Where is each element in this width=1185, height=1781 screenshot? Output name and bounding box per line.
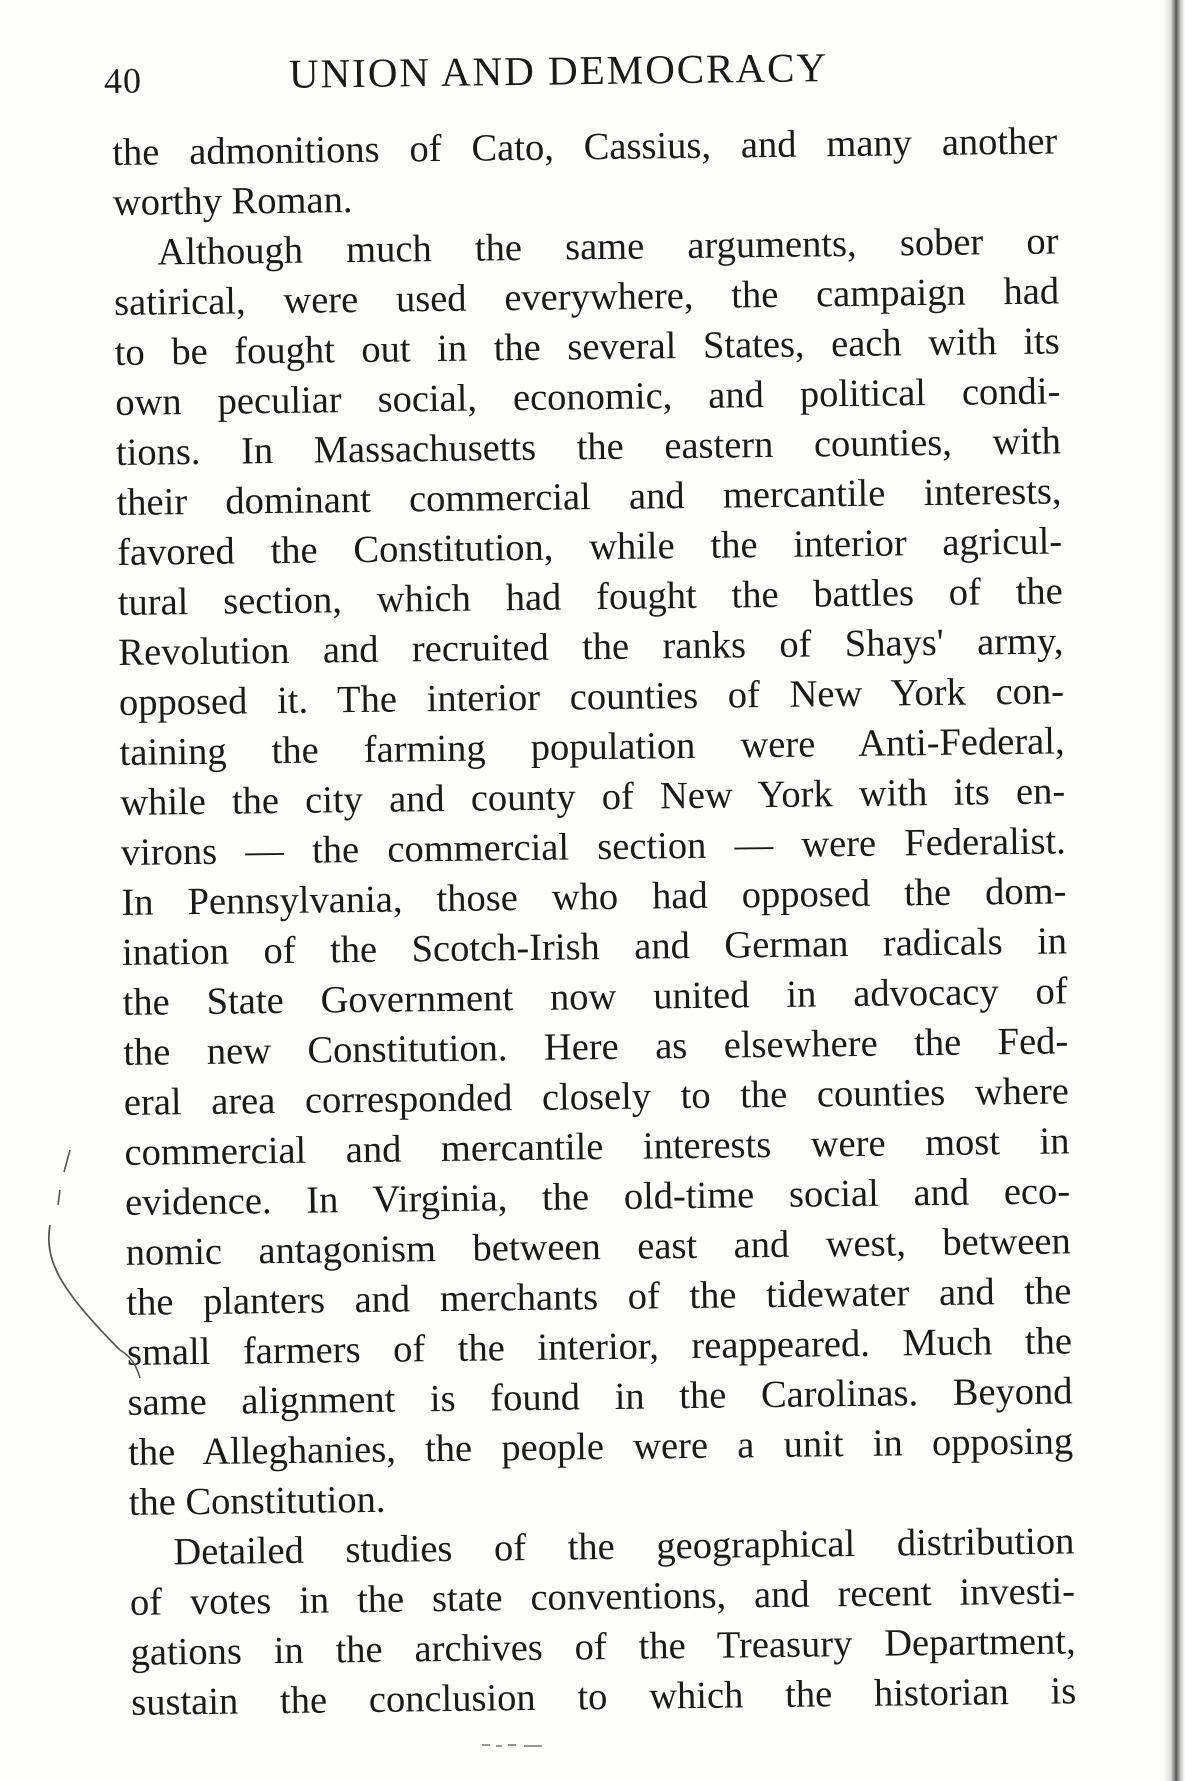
text-line: the admonitions of Cato, Cassius, and many another bbox=[112, 120, 1058, 174]
text-line: of votes in the state conventions, and recent investi- bbox=[129, 1570, 1076, 1624]
page-number: 40 bbox=[103, 60, 143, 101]
text-line: the planters and merchants of the tidewater and the bbox=[126, 1270, 1072, 1324]
page-smudge bbox=[480, 1740, 550, 1750]
text-line: evidence. In Virginia, the old-time social and eco- bbox=[124, 1170, 1071, 1224]
text-line: commercial and mercantile interests were most in bbox=[124, 1120, 1070, 1174]
text-line: taining the farming population were Anti-Federal, bbox=[119, 720, 1065, 774]
pencil-margin-mark bbox=[40, 1150, 150, 1400]
text-line: while the city and county of New York with its en- bbox=[119, 770, 1066, 824]
text-line: the State Government now united in advocacy of bbox=[122, 970, 1068, 1024]
text-line: satirical, were used everywhere, the campaign had bbox=[113, 270, 1060, 324]
text-line: Revolution and recruited the ranks of Shays' army, bbox=[118, 620, 1064, 674]
running-head-title: UNION AND DEMOCRACY bbox=[288, 44, 829, 97]
text-line: the Alleghanies, the people were a unit in opposing bbox=[127, 1420, 1074, 1474]
text-line: nomic antagonism between east and west, between bbox=[125, 1220, 1071, 1274]
page-binding-edge bbox=[1163, 0, 1185, 1781]
text-line: tions. In Massachusetts the eastern counties, with bbox=[115, 420, 1062, 474]
text-line: their dominant commercial and mercantile interests, bbox=[116, 470, 1062, 524]
text-line: worthy Roman. bbox=[112, 179, 353, 224]
paragraph-start-line: Detailed studies of the geographical distribution bbox=[173, 1520, 1075, 1574]
text-line: In Pennsylvania, those who had opposed the dom- bbox=[121, 870, 1067, 924]
running-head bbox=[104, 40, 1055, 112]
body-text bbox=[112, 116, 1076, 1727]
text-line: same alignment is found in the Carolinas. Beyond bbox=[127, 1370, 1073, 1424]
text-line: sustain the conclusion to which the historian is bbox=[130, 1670, 1077, 1724]
text-line: to be fought out in the several States, each with its bbox=[114, 320, 1060, 374]
text-line: the new Constitution. Here as elsewhere the Fed- bbox=[123, 1020, 1069, 1074]
text-line: small farmers of the interior, reappeared. Much the bbox=[126, 1320, 1073, 1374]
text-line: opposed it. The interior counties of New York con- bbox=[118, 670, 1065, 724]
text-line: own peculiar social, economic, and political condi- bbox=[115, 370, 1061, 424]
text-line: virons — the commercial section — were Federalist. bbox=[120, 820, 1067, 874]
text-line: favored the Constitution, while the interior agricul- bbox=[116, 520, 1063, 574]
paragraph-start-line: Although much the same arguments, sober or bbox=[157, 220, 1059, 274]
text-line: ination of the Scotch-Irish and German radicals in bbox=[121, 920, 1068, 974]
text-line: tural section, which had fought the battles of the bbox=[117, 570, 1063, 624]
text-line: the Constitution. bbox=[128, 1478, 386, 1524]
text-line: eral area corresponded closely to the counties where bbox=[123, 1070, 1070, 1124]
text-line: gations in the archives of the Treasury Department, bbox=[130, 1620, 1076, 1674]
